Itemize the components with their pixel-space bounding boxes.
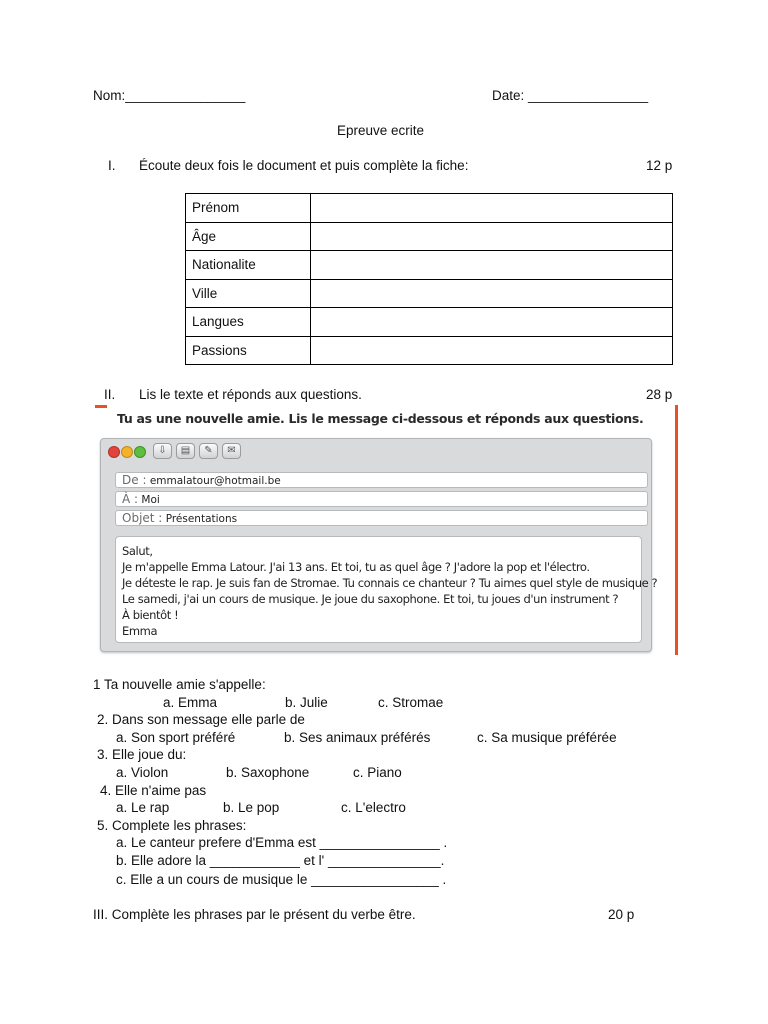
question-2: 2. Dans son message elle parle de [97,712,305,727]
row-label: Nationalite [186,251,311,280]
q2-option-a: a. Son sport préféré [116,730,236,745]
section-3-points: 20 p [608,907,635,922]
minimize-dot-icon [121,446,133,458]
question-5: 5. Complete les phrases: [97,818,247,833]
q4-option-b: b. Le pop [223,800,280,815]
question-1: 1 Ta nouvelle amie s'appelle: [93,677,266,692]
email-body-line: Salut, [122,544,153,558]
section-1-numeral: I. [108,158,116,173]
accent-mark [95,405,107,408]
section-1-points: 12 p [646,158,673,173]
table-row [186,336,673,365]
from-label: De : [122,473,147,487]
email-window [100,438,658,652]
answer-cell[interactable] [311,194,673,223]
row-label: Prénom [186,194,311,223]
row-label: Passions [186,336,311,365]
answer-cell[interactable] [311,336,673,365]
from-value: emmalatour@hotmail.be [149,475,281,487]
section-1-instruction: Écoute deux fois le document et puis complète la fiche: [139,158,469,173]
row-label: Langues [186,308,311,337]
question-4: 4. Elle n'aime pas [100,783,207,798]
row-label: Âge [186,222,311,251]
to-value: Moi [141,494,160,506]
subject-field [115,510,648,526]
email-illustration [95,405,683,655]
q5-item-b: b. Elle adore la ____________ et l' _______________. [116,853,445,868]
subject-label: Objet : [122,511,163,525]
section-2-instruction: Lis le texte et réponds aux questions. [139,387,362,402]
table-row [186,251,673,280]
answer-cell[interactable] [311,222,673,251]
q1-option-a: a. Emma [163,695,218,710]
table-row [186,222,673,251]
email-body [115,536,658,643]
q2-option-c: c. Sa musique préférée [477,730,617,745]
table-row [186,308,673,337]
envelope-icon: ✉ [222,443,241,459]
page-title: Epreuve ecrite [337,123,425,138]
download-icon: ⇩ [153,443,172,459]
maximize-dot-icon [134,446,146,458]
q3-option-a: a. Violon [116,765,169,780]
q1-option-b: b. Julie [285,695,328,710]
q3-option-b: b. Saxophone [226,765,310,780]
q5-item-c: c. Elle a un cours de musique le _________________ . [116,872,447,887]
fiche-table [185,193,673,365]
name-field-label: Nom:________________ [93,88,246,103]
q1-option-c: c. Stromae [378,695,444,710]
to-label: À : [122,492,139,506]
subject-value: Présentations [165,513,238,525]
email-toolbar [101,439,651,463]
email-body-line: Emma [122,624,158,638]
q5-item-a: a. Le canteur prefere d'Emma est ________________ . [116,835,448,850]
section-2-numeral: II. [104,387,116,402]
accent-bar [675,405,678,655]
q3-option-c: c. Piano [353,765,402,780]
section-2-points: 28 p [646,387,673,402]
row-label: Ville [186,279,311,308]
pencil-icon: ✎ [199,443,218,459]
email-body-line: À bientôt ! [122,608,179,622]
answer-cell[interactable] [311,308,673,337]
q2-option-b: b. Ses animaux préférés [284,730,431,745]
q4-option-c: c. L'electro [341,800,406,815]
date-field-label: Date: ________________ [492,88,649,103]
email-body-line: Je déteste le rap. Je suis fan de Stromae. Tu connais ce chanteur ? Tu aimes quel style de musique ? [122,576,658,590]
answer-cell[interactable] [311,279,673,308]
q4-option-a: a. Le rap [116,800,170,815]
email-instruction: Tu as une nouvelle amie. Lis le message ci-dessous et réponds aux questions. [117,411,644,426]
to-field [115,491,648,507]
document-icon: ▤ [176,443,195,459]
from-field [115,472,648,488]
question-3: 3. Elle joue du: [97,747,187,762]
answer-cell[interactable] [311,251,673,280]
email-body-line: Le samedi, j'ai un cours de musique. Je joue du saxophone. Et toi, tu joues d'un instrument ? [122,592,619,606]
section-3-instruction: III. Complète les phrases par le présent du verbe être. [93,907,416,922]
email-body-line: Je m'appelle Emma Latour. J'ai 13 ans. Et toi, tu as quel âge ? J'adore la pop et l'électro. [122,560,590,574]
table-row [186,194,673,223]
close-dot-icon [108,446,120,458]
table-row [186,279,673,308]
